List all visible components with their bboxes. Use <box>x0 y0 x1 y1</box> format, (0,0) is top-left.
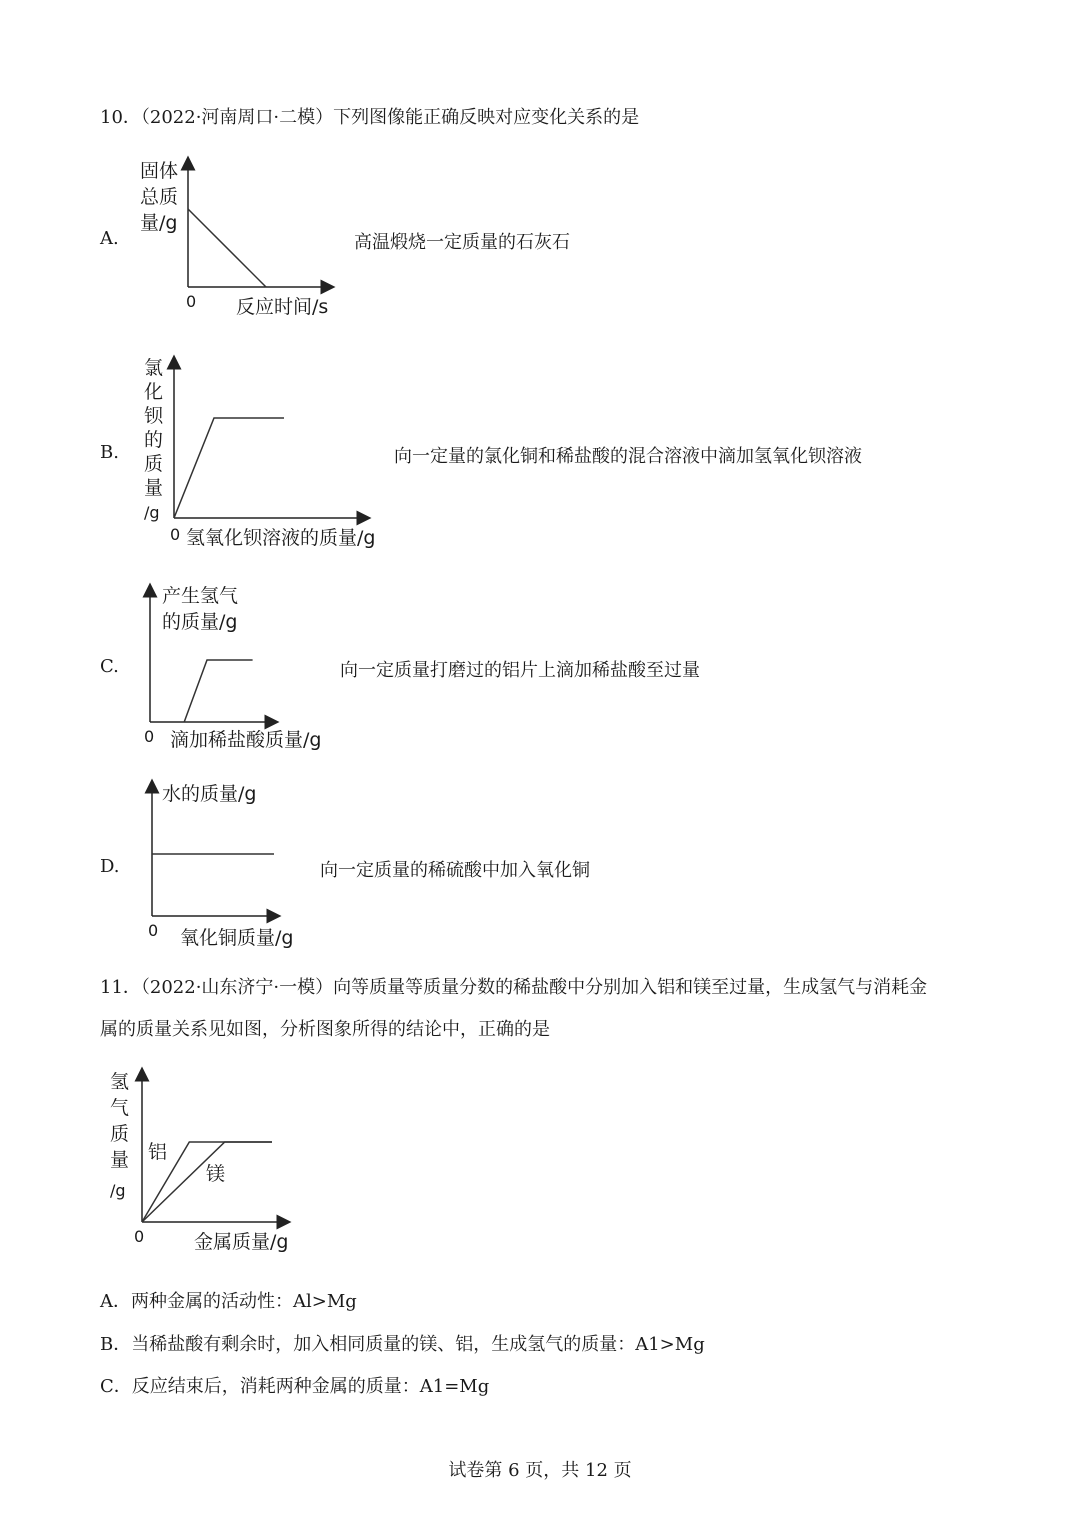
q10-chart-c <box>136 582 336 754</box>
y-axis-label-line-3: 质 <box>110 1123 130 1145</box>
q10-stem: 10．（2022·河南周口·二模）下列图像能正确反映对应变化关系的是 <box>100 107 640 128</box>
y-axis-label: 水的质量/g <box>162 783 257 805</box>
y-axis-label-line-1: 氢 <box>110 1071 130 1093</box>
y-axis-label-line-5: /g <box>110 1181 126 1200</box>
y-axis-label-line-4: 的 <box>144 429 164 451</box>
y-axis-label-line-1: 氯 <box>144 357 164 379</box>
y-axis-label-line-2: 的质量/g <box>162 611 238 633</box>
data-line <box>174 418 284 518</box>
page-footer: 试卷第 6 页，共 12 页 <box>448 1460 632 1481</box>
q10-chart-d <box>136 778 316 953</box>
y-axis-label-line-2: 气 <box>110 1097 130 1119</box>
q10-chart-a <box>136 155 346 325</box>
origin-label: 0 <box>148 921 159 940</box>
q11-option-c: C．反应结束后，消耗两种金属的质量：A1=Mg <box>100 1376 490 1397</box>
q11-chart <box>100 1064 300 1264</box>
origin-label: 0 <box>170 525 181 544</box>
q11-stem-line-2: 属的质量关系见如图，分析图象所得的结论中，正确的是 <box>100 1019 550 1040</box>
q10-option-c-desc: 向一定质量打磨过的铝片上滴加稀盐酸至过量 <box>340 660 700 681</box>
origin-label: 0 <box>144 727 155 746</box>
y-axis-label-line-1: 产生氢气 <box>162 585 239 607</box>
x-axis-label: 反应时间/s <box>236 296 329 318</box>
y-axis-label-line-4: 量 <box>110 1149 130 1171</box>
series-label-aluminum: 铝 <box>148 1141 168 1163</box>
series-label-magnesium: 镁 <box>206 1163 226 1185</box>
q10-option-d-label: D. <box>100 856 120 877</box>
y-axis-label-line-3: 量/g <box>140 212 178 234</box>
x-axis-label: 氧化铜质量/g <box>180 927 294 949</box>
x-axis-label: 氢氧化钡溶液的质量/g <box>186 527 376 549</box>
y-axis-label-line-5: 质 <box>144 453 164 475</box>
origin-label: 0 <box>134 1227 145 1246</box>
q11-option-b: B．当稀盐酸有剩余时，加入相同质量的镁、铝，生成氢气的质量：A1>Mg <box>100 1334 705 1355</box>
q10-option-c-label: C. <box>100 656 119 677</box>
data-line <box>188 209 266 287</box>
q11-stem-line-1: 11．（2022·山东济宁·一模）向等质量等质量分数的稀盐酸中分别加入铝和镁至过量，生成氢气与消耗金 <box>100 977 928 998</box>
q10-option-a-label: A. <box>100 228 119 249</box>
x-axis-label: 滴加稀盐酸质量/g <box>170 729 322 751</box>
y-axis-label-line-6: 量 <box>144 477 164 499</box>
q10-option-d-desc: 向一定质量的稀硫酸中加入氧化铜 <box>320 860 590 881</box>
q10-option-b-desc: 向一定量的氯化铜和稀盐酸的混合溶液中滴加氢氧化钡溶液 <box>394 446 862 467</box>
y-axis-label-line-7: /g <box>144 503 160 522</box>
y-axis-label-line-2: 总质 <box>140 186 179 208</box>
y-axis-label-line-2: 化 <box>144 381 164 403</box>
q11-option-a: A．两种金属的活动性：Al>Mg <box>100 1291 357 1312</box>
q10-option-b-label: B. <box>100 442 119 463</box>
q10-option-a-desc: 高温煅烧一定质量的石灰石 <box>354 232 570 253</box>
x-axis-label: 金属质量/g <box>194 1231 289 1253</box>
q10-chart-b <box>136 350 386 555</box>
y-axis-label-line-1: 固体 <box>140 160 179 182</box>
data-line <box>184 660 252 722</box>
y-axis-label-line-3: 钡 <box>144 405 164 427</box>
origin-label: 0 <box>186 292 197 311</box>
